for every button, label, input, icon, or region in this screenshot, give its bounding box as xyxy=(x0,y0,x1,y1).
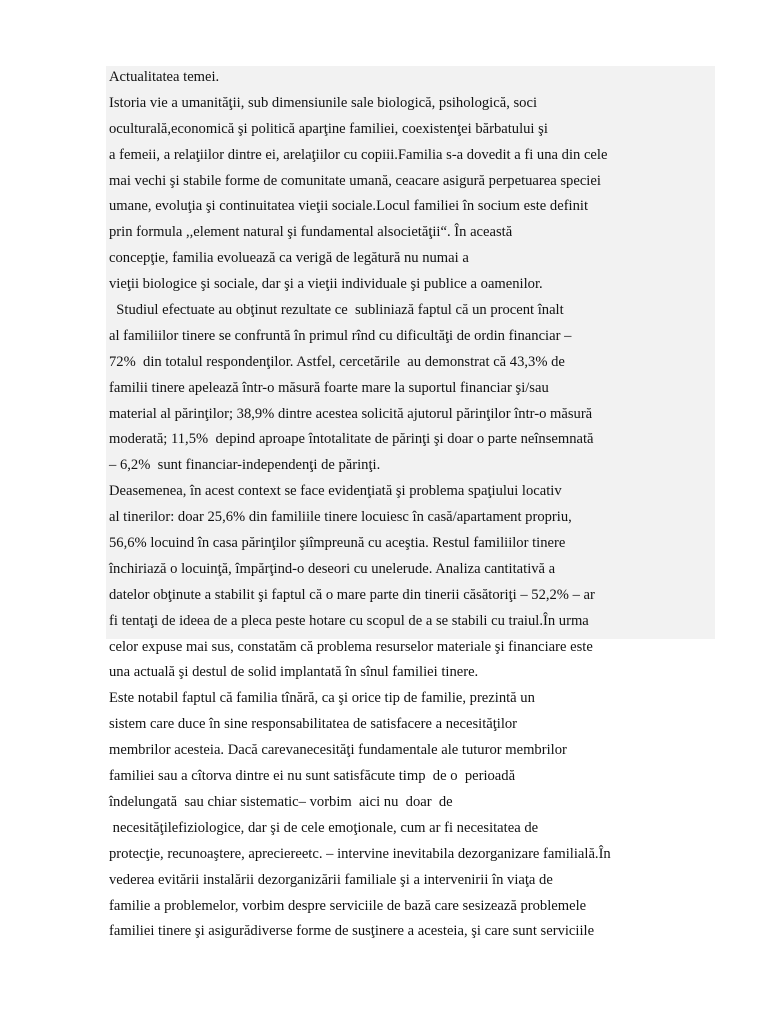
text-line: al tinerilor: doar 25,6% din familiile tinere locuiesc în casă/apartament propriu, xyxy=(109,509,572,526)
text-line: vederea evitării instalării dezorganizării familiale şi a intervenirii în viaţa de xyxy=(109,871,553,888)
text-line: concepţie, familia evoluează ca verigă de legătură nu numai a xyxy=(109,250,469,267)
text-line: umane, evoluţia şi continuitatea vieţii sociale.Locul familiei în socium este definit xyxy=(109,198,589,215)
text-line: familiei sau a cîtorva dintre ei nu sunt satisfăcute timp de o perioadă xyxy=(109,768,516,785)
text-line: 56,6% locuind în casa părinţilor şiîmpreună cu aceştia. Restul familiilor tinere xyxy=(109,535,566,552)
text-line: Istoria vie a umanităţii, sub dimensiunile sale biologică, psihologică, soci xyxy=(109,94,537,111)
text-line: închiriază o locuinţă, împărţind-o deseori cu unelerude. Analiza cantitativă a xyxy=(109,560,556,577)
heading-line: Actualitatea temei. xyxy=(109,69,220,85)
text-line: mai vechi şi stabile forme de comunitate umană, ceacare asigură perpetuarea speciei xyxy=(109,172,601,189)
text-line: familie a problemelor, vorbim despre serviciile de bază care sesizează problemele xyxy=(109,897,587,914)
text-line: vieţii biologice şi sociale, dar şi a vieţii individuale şi publice a oamenilor. xyxy=(109,276,543,293)
text-line: moderată; 11,5% depind aproape întotalitate de părinţi şi doar o parte neînsemnată xyxy=(109,431,594,448)
text-line: familii tinere apelează într-o măsură foarte mare la suportul financiar şi/sau xyxy=(109,379,549,396)
text-line: celor expuse mai sus, constatăm că problema resurselor materiale şi financiare este xyxy=(109,638,593,655)
document-body xyxy=(109,65,749,945)
text-line: Este notabil faptul că familia tînără, ca şi orice tip de familie, prezintă un xyxy=(109,690,535,707)
text-line: al familiilor tinere se confruntă în primul rînd cu dificultăţi de ordin financiar – xyxy=(109,327,572,344)
text-line: îndelungată sau chiar sistematic– vorbim aici nu doar de xyxy=(109,793,453,810)
text-line: protecţie, recunoaştere, apreciereetc. – intervine inevitabila dezorganizare familială.În xyxy=(109,845,611,862)
text-line: Deasemenea, în acest context se face evidenţiată şi problema spaţiului locativ xyxy=(109,483,562,500)
text-line: necesităţilefiziologice, dar şi de cele emoţionale, cum ar fi necesitatea de xyxy=(109,819,539,836)
text-line: oculturală,economică şi politică aparţine familiei, coexistenţei bărbatului şi xyxy=(109,120,548,137)
text-line: prin formula ,,element natural şi fundamental alsocietăţii“. În această xyxy=(109,224,513,241)
text-line: – 6,2% sunt financiar-independenţi de părinţi. xyxy=(109,457,381,474)
text-line: fi tentaţi de ideea de a pleca peste hotare cu scopul de a se stabili cu traiul.În urma xyxy=(109,612,589,629)
text-line: una actuală şi destul de solid implantată în sînul familiei tinere. xyxy=(109,664,479,681)
text-line: familiei tinere şi asigurădiverse forme de susţinere a acesteia, şi care sunt serviciile xyxy=(109,923,595,940)
text-line: sistem care duce în sine responsabilitatea de satisfacere a necesităţilor xyxy=(109,716,518,733)
text-line: material al părinţilor; 38,9% dintre acestea solicită ajutorul părinţilor într-o măsură xyxy=(109,405,593,422)
text-line: a femeii, a relaţiilor dintre ei, arelaţiilor cu copiii.Familia s-a dovedit a fi una din cele xyxy=(109,146,608,163)
text-line: 72% din totalul respondenţilor. Astfel, cercetările au demonstrat că 43,3% de xyxy=(109,353,565,370)
text-line: membrilor acesteia. Dacă carevanecesităţi fundamentale ale tuturor membrilor xyxy=(109,742,567,759)
text-line: Studiul efectuate au obţinut rezultate ce subliniază faptul că un procent înalt xyxy=(109,302,564,319)
text-line: datelor obţinute a stabilit şi faptul că o mare parte din tinerii căsătoriţi – 52,2% – ar xyxy=(109,586,595,603)
